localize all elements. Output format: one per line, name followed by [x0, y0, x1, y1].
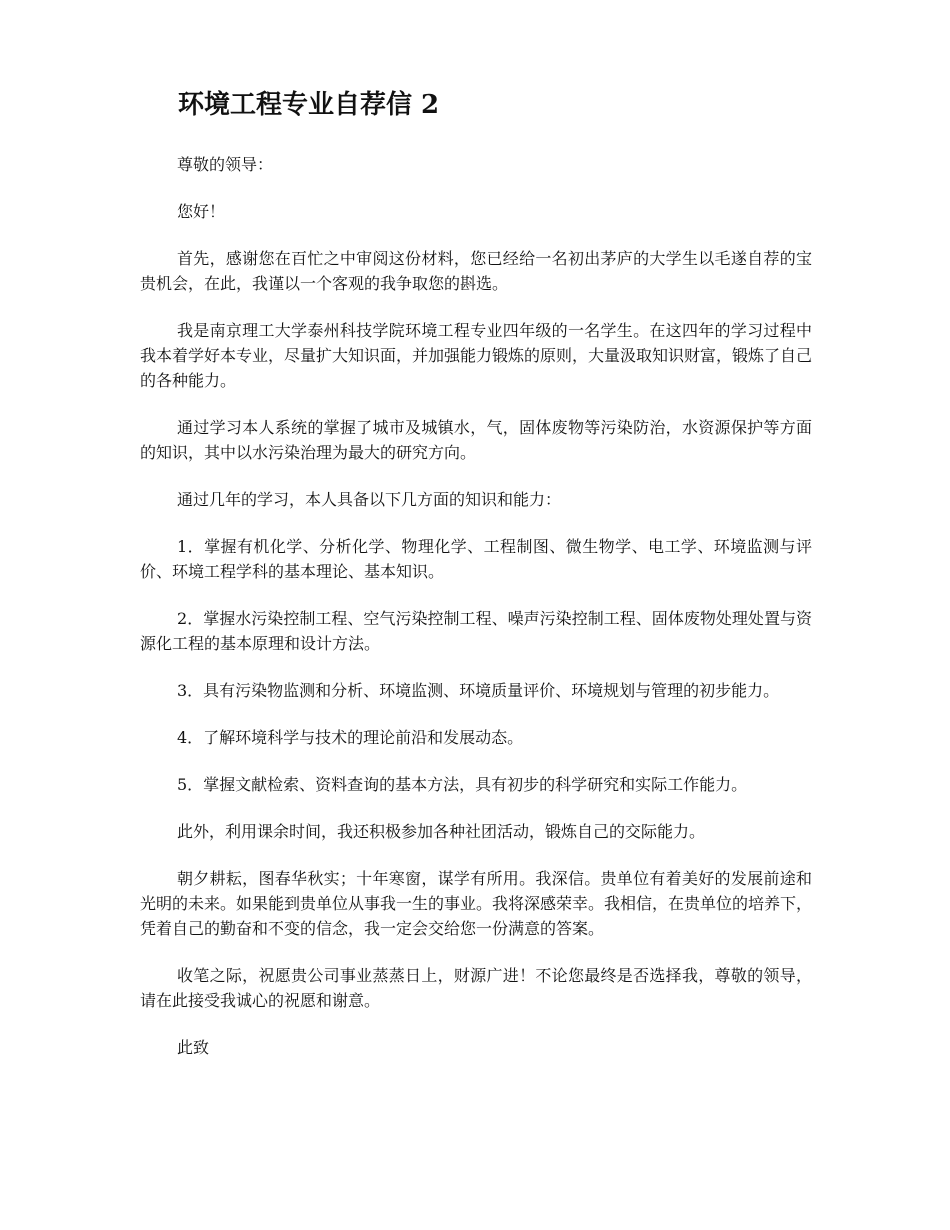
valediction: 此致 — [177, 1038, 210, 1057]
paragraph-aspiration: 朝夕耕耘，图春华秋实；十年寒窗，谋学有所用。我深信。贵单位有着美好的发展前途和光明的未来。如果能到贵单位从事我一生的事业。我将深感荣幸。我相信，在贵单位的培养下，凭着自己的勤奋和不变的信念，我一定会交给您一份满意的答案。 — [140, 869, 813, 938]
document-title: 环境工程专业自荐信 2 — [178, 90, 440, 120]
paragraph-intro: 首先，感谢您在百忙之中审阅这份材料，您已经给一名初出茅庐的大学生以毛遂自荐的宝贵机会，在此，我谨以一个客观的我争取您的斟选。 — [140, 249, 812, 293]
paragraph-knowledge: 通过学习本人系统的掌握了城市及城镇水，气，固体废物等污染防治，水资源保护等方面的知识，其中以水污染治理为最大的研究方向。 — [140, 418, 812, 462]
document-body — [140, 152, 812, 1082]
greeting: 您好！ — [177, 202, 226, 221]
list-item-4: 4．了解环境科学与技术的理论前沿和发展动态。 — [177, 728, 524, 747]
list-item-2: 2．掌握水污染控制工程、空气污染控制工程、噪声污染控制工程、固体废物处理处置与资源化工程的基本原理和设计方法。 — [140, 609, 812, 653]
list-item-1: 1．掌握有机化学、分析化学、物理化学、工程制图、微生物学、电工学、环境监测与评价、环境工程学科的基本理论、基本知识。 — [140, 537, 812, 581]
paragraph-background: 我是南京理工大学泰州科技学院环境工程专业四年级的一名学生。在这四年的学习过程中我本着学好本专业，尽量扩大知识面，并加强能力锻炼的原则，大量汲取知识财富，锻炼了自己的各种能力。 — [140, 321, 813, 390]
paragraph-abilities-lead: 通过几年的学习，本人具备以下几方面的知识和能力： — [177, 490, 562, 509]
list-item-3: 3．具有污染物监测和分析、环境监测、环境质量评价、环境规划与管理的初步能力。 — [177, 681, 780, 700]
paragraph-closing: 收笔之际，祝愿贵公司事业蒸蒸日上，财源广进！不论您最终是否选择我，尊敬的领导，请在此接受我诚心的祝愿和谢意。 — [140, 966, 812, 1010]
salutation: 尊敬的领导： — [177, 155, 274, 174]
list-item-5: 5．掌握文献检索、资料查询的基本方法，具有初步的科学研究和实际工作能力。 — [177, 775, 748, 794]
paragraph-activities: 此外，利用课余时间，我还积极参加各种社团活动，锻炼自己的交际能力。 — [177, 822, 706, 841]
